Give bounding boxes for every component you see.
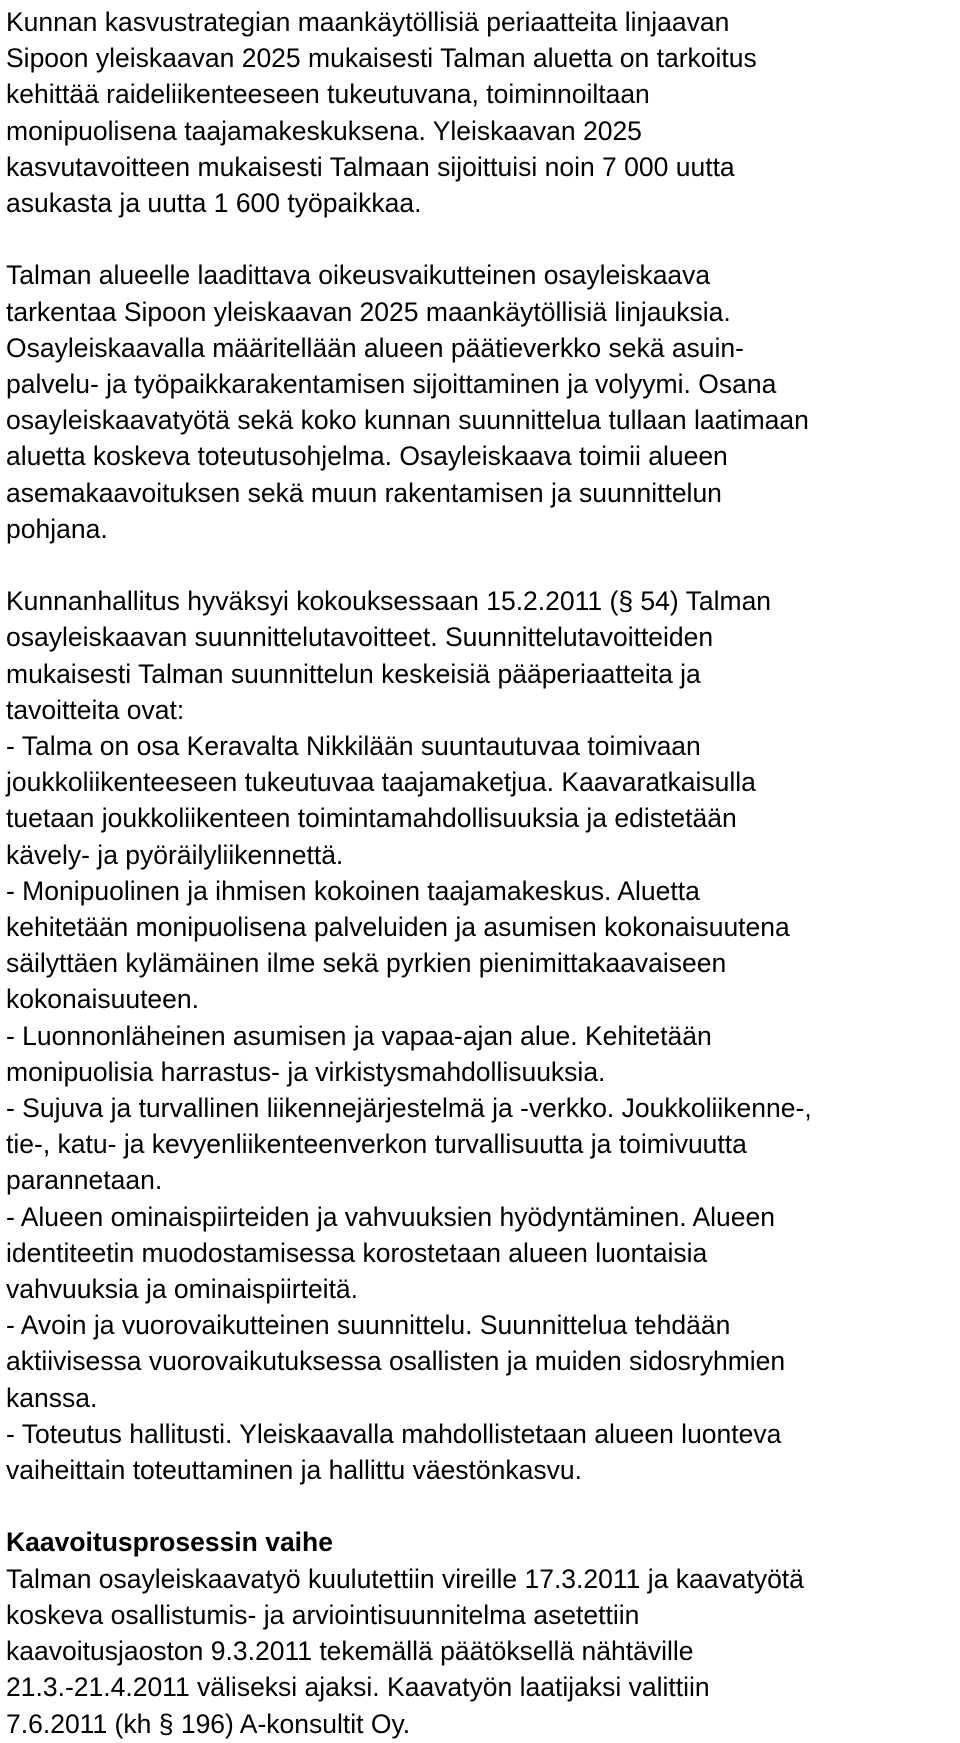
text-line: kaavoitusjaoston 9.3.2011 tekemällä päätöksellä nähtäville <box>6 1636 694 1667</box>
text-line: aluetta koskeva toteutusohjelma. Osayleiskaava toimii alueen <box>6 441 728 472</box>
paragraph-goals <box>6 583 960 1488</box>
text-line: Talman alueelle laadittava oikeusvaikutteinen osayleiskaava <box>6 260 711 291</box>
goal-list-item: - Sujuva ja turvallinen liikennejärjestelmä ja -verkko. Joukkoliikenne-, <box>6 1093 812 1124</box>
text-line: parannetaan. <box>6 1165 163 1196</box>
text-line: monipuolisena taajamakeskuksena. Yleiskaavan 2025 <box>6 115 642 146</box>
text-line: Kunnanhallitus hyväksyi kokouksessaan 15.2.2011 (§ 54) Talman <box>6 586 772 617</box>
text-line: monipuolisia harrastus- ja virkistysmahdollisuuksia. <box>6 1056 606 1087</box>
goal-list-item: - Alueen ominaispiirteiden ja vahvuuksien hyödyntäminen. Alueen <box>6 1201 775 1232</box>
text-line: joukkoliikenteeseen tukeutuvaa taajamaketjua. Kaavaratkaisulla <box>6 767 756 798</box>
section-heading: Kaavoitusprosessin vaihe <box>6 1527 333 1558</box>
goal-list-item: - Avoin ja vuorovaikutteinen suunnittelu. Suunnittelua tehdään <box>6 1310 731 1341</box>
text-line: asemakaavoituksen sekä muun rakentamisen ja suunnittelun <box>6 477 722 508</box>
text-line: koskeva osallistumis- ja arviointisuunnitelma asetettiin <box>6 1599 640 1630</box>
goal-list-item: - Monipuolinen ja ihmisen kokoinen taajamakeskus. Aluetta <box>6 875 700 906</box>
paragraph-osayleiskaava <box>6 257 960 547</box>
text-line: tie-, katu- ja kevyenliikenteenverkon turvallisuutta ja toimivuutta <box>6 1129 747 1160</box>
paragraph-spacer <box>6 547 960 583</box>
text-line: kanssa. <box>6 1382 98 1413</box>
paragraph-spacer <box>6 1488 960 1524</box>
text-line: pohjana. <box>6 513 108 544</box>
text-line: vaiheittain toteuttaminen ja hallittu väestönkasvu. <box>6 1455 582 1486</box>
text-line: vahvuuksia ja ominaispiirteitä. <box>6 1274 359 1305</box>
text-line: Kunnan kasvustrategian maankäytöllisiä periaatteita linjaavan <box>6 7 730 37</box>
text-line: tarkentaa Sipoon yleiskaavan 2025 maankäytöllisiä linjauksia. <box>6 296 731 327</box>
text-line: osayleiskaavatyötä sekä koko kunnan suunnittelua tullaan laatimaan <box>6 405 809 436</box>
text-line: mukaisesti Talman suunnittelun keskeisiä pääperiaatteita ja <box>6 658 701 689</box>
text-line: kehittää raideliikenteeseen tukeutuvana, toiminnoiltaan <box>6 79 650 110</box>
text-line: aktiivisessa vuorovaikutuksessa osallisten ja muiden sidosryhmien <box>6 1346 786 1377</box>
text-line: 7.6.2011 (kh § 196) A-konsultit Oy. <box>6 1708 411 1739</box>
text-line: kävely- ja pyöräilyliikennettä. <box>6 839 344 870</box>
text-line: tuetaan joukkoliikenteen toimintamahdollisuuksia ja edistetään <box>6 803 737 834</box>
goal-list-item: - Toteutus hallitusti. Yleiskaavalla mahdollistetaan alueen luonteva <box>6 1418 782 1449</box>
text-line: palvelu- ja työpaikkarakentamisen sijoittaminen ja volyymi. Osana <box>6 369 777 400</box>
text-line: Osayleiskaavalla määritellään alueen päätieverkko sekä asuin- <box>6 332 744 363</box>
text-line: kehitetään monipuolisena palveluiden ja asumisen kokonaisuutena <box>6 912 790 943</box>
text-line: kokonaisuuteen. <box>6 984 200 1015</box>
goal-list-item: - Luonnonläheinen asumisen ja vapaa-ajan alue. Kehitetään <box>6 1020 712 1051</box>
text-line: Talman osayleiskaavatyö kuulutettiin vireille 17.3.2011 ja kaavatyötä <box>6 1563 804 1594</box>
text-line: tavoitteita ovat: <box>6 694 185 725</box>
text-line: identiteetin muodostamisessa korostetaan alueen luontaisia <box>6 1237 708 1268</box>
paragraph-strategy <box>6 4 960 221</box>
section-process <box>6 1524 960 1741</box>
document-page <box>6 0 960 1742</box>
goal-list-item: - Talma on osa Keravalta Nikkilään suuntautuvaa toimivaan <box>6 731 701 762</box>
text-line: säilyttäen kylämäinen ilme sekä pyrkien pienimittakaavaiseen <box>6 948 727 979</box>
text-line: kasvutavoitteen mukaisesti Talmaan sijoittuisi noin 7 000 uutta <box>6 151 735 182</box>
paragraph-spacer <box>6 221 960 257</box>
text-line: Sipoon yleiskaavan 2025 mukaisesti Talman aluetta on tarkoitus <box>6 43 757 74</box>
text-line: osayleiskaavan suunnittelutavoitteet. Suunnittelutavoitteiden <box>6 622 714 653</box>
text-line: 21.3.-21.4.2011 väliseksi ajaksi. Kaavatyön laatijaksi valittiin <box>6 1672 710 1703</box>
text-line: asukasta ja uutta 1 600 työpaikkaa. <box>6 188 422 219</box>
